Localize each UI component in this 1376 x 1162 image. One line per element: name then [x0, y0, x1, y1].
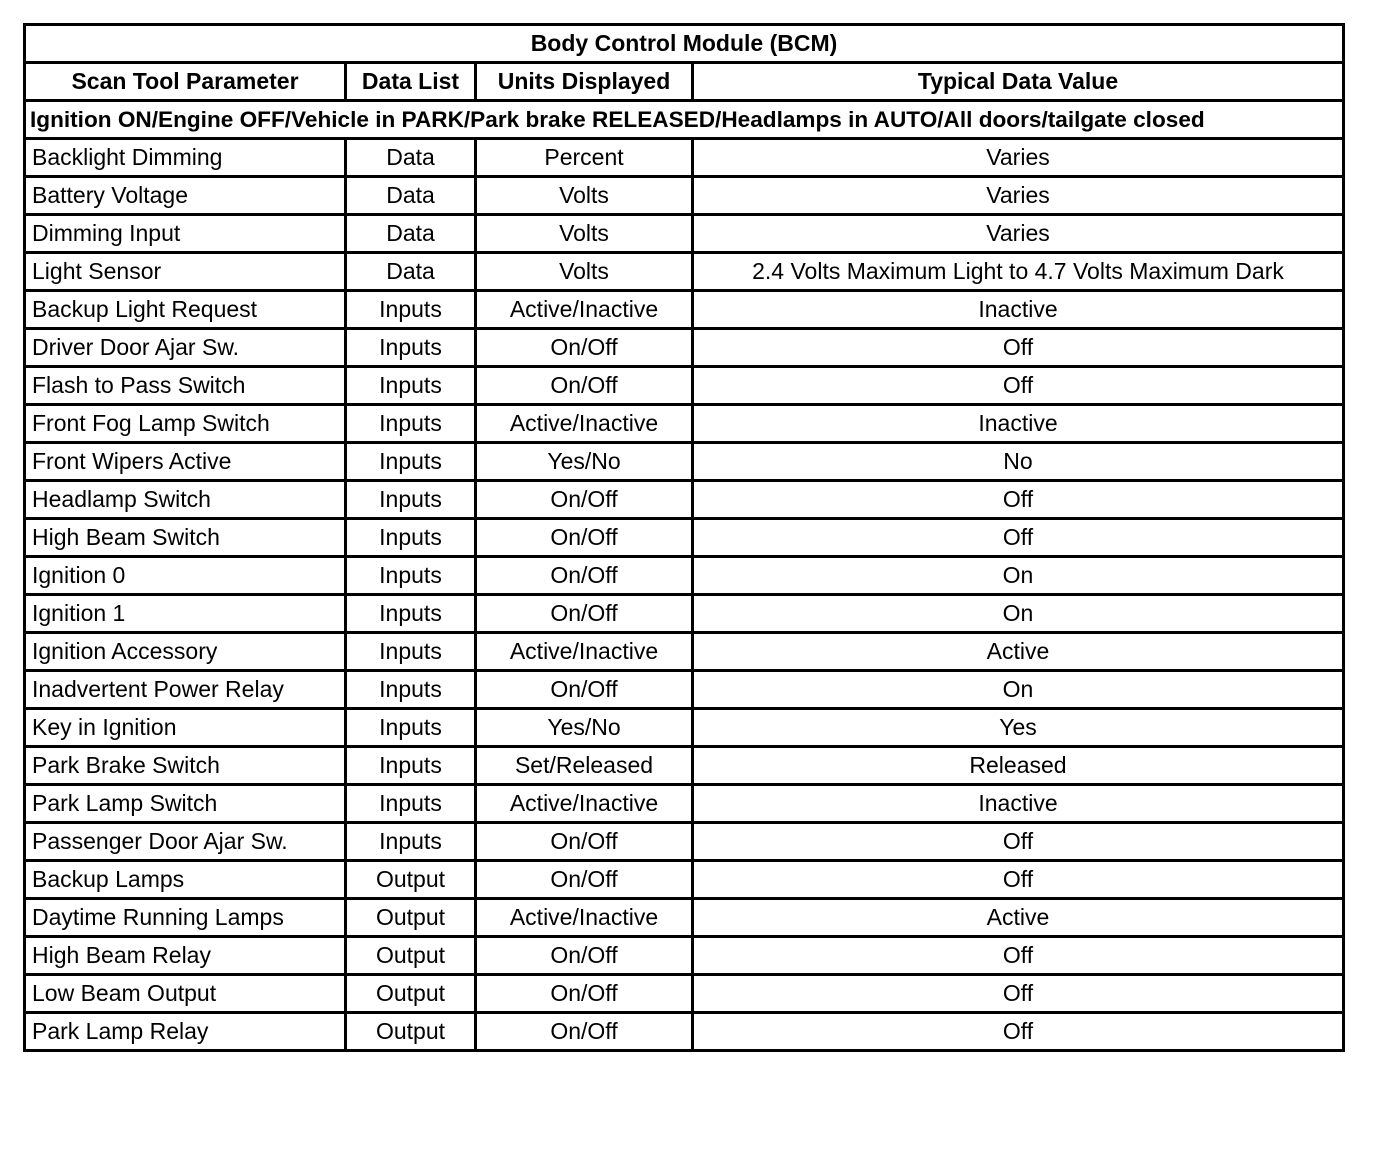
cell-typical-value: Off — [693, 519, 1344, 557]
cell-parameter: Front Fog Lamp Switch — [25, 405, 346, 443]
cell-units: Active/Inactive — [476, 785, 693, 823]
cell-data-list: Inputs — [346, 557, 476, 595]
cell-data-list: Inputs — [346, 367, 476, 405]
cell-parameter: Ignition Accessory — [25, 633, 346, 671]
cell-typical-value: Varies — [693, 215, 1344, 253]
cell-units: Active/Inactive — [476, 291, 693, 329]
table-body — [25, 139, 1344, 1051]
test-condition: Ignition ON/Engine OFF/Vehicle in PARK/Park brake RELEASED/Headlamps in AUTO/All doors/tailgate closed — [25, 101, 1344, 139]
cell-data-list: Inputs — [346, 291, 476, 329]
cell-units: On/Off — [476, 1013, 693, 1051]
cell-units: On/Off — [476, 367, 693, 405]
cell-units: Active/Inactive — [476, 633, 693, 671]
cell-typical-value: Off — [693, 861, 1344, 899]
cell-data-list: Data — [346, 139, 476, 177]
cell-units: Volts — [476, 253, 693, 291]
table-row — [25, 253, 1344, 291]
cell-units: Volts — [476, 215, 693, 253]
cell-parameter: Backup Lamps — [25, 861, 346, 899]
table-row — [25, 747, 1344, 785]
cell-data-list: Inputs — [346, 823, 476, 861]
cell-parameter: Backlight Dimming — [25, 139, 346, 177]
cell-typical-value: Released — [693, 747, 1344, 785]
table-row — [25, 329, 1344, 367]
cell-data-list: Inputs — [346, 329, 476, 367]
cell-parameter: Flash to Pass Switch — [25, 367, 346, 405]
cell-parameter: Park Lamp Relay — [25, 1013, 346, 1051]
cell-data-list: Inputs — [346, 405, 476, 443]
cell-typical-value: 2.4 Volts Maximum Light to 4.7 Volts Maximum Dark — [693, 253, 1344, 291]
cell-typical-value: Off — [693, 367, 1344, 405]
cell-typical-value: Yes — [693, 709, 1344, 747]
cell-parameter: High Beam Relay — [25, 937, 346, 975]
table-row — [25, 975, 1344, 1013]
table-row — [25, 671, 1344, 709]
cell-data-list: Output — [346, 1013, 476, 1051]
cell-parameter: Dimming Input — [25, 215, 346, 253]
condition-row — [25, 101, 1344, 139]
cell-data-list: Inputs — [346, 785, 476, 823]
cell-typical-value: Off — [693, 1013, 1344, 1051]
cell-parameter: Ignition 0 — [25, 557, 346, 595]
table-row — [25, 367, 1344, 405]
cell-typical-value: Active — [693, 633, 1344, 671]
cell-units: Set/Released — [476, 747, 693, 785]
cell-data-list: Inputs — [346, 633, 476, 671]
cell-data-list: Inputs — [346, 595, 476, 633]
cell-units: On/Off — [476, 975, 693, 1013]
cell-parameter: Driver Door Ajar Sw. — [25, 329, 346, 367]
cell-data-list: Output — [346, 937, 476, 975]
table-row — [25, 595, 1344, 633]
table-row — [25, 861, 1344, 899]
cell-typical-value: Inactive — [693, 785, 1344, 823]
cell-typical-value: Off — [693, 329, 1344, 367]
cell-parameter: High Beam Switch — [25, 519, 346, 557]
cell-data-list: Inputs — [346, 443, 476, 481]
cell-parameter: Key in Ignition — [25, 709, 346, 747]
table-row — [25, 785, 1344, 823]
bcm-data-table — [23, 23, 1345, 1052]
table-row — [25, 291, 1344, 329]
cell-data-list: Inputs — [346, 747, 476, 785]
cell-units: On/Off — [476, 481, 693, 519]
cell-parameter: Ignition 1 — [25, 595, 346, 633]
cell-parameter: Headlamp Switch — [25, 481, 346, 519]
table-row — [25, 899, 1344, 937]
header-row — [25, 63, 1344, 101]
cell-typical-value: Active — [693, 899, 1344, 937]
cell-units: Active/Inactive — [476, 405, 693, 443]
table-row — [25, 443, 1344, 481]
cell-parameter: Backup Light Request — [25, 291, 346, 329]
cell-units: On/Off — [476, 937, 693, 975]
cell-data-list: Output — [346, 899, 476, 937]
cell-typical-value: Varies — [693, 139, 1344, 177]
cell-typical-value: On — [693, 557, 1344, 595]
cell-data-list: Output — [346, 861, 476, 899]
cell-typical-value: No — [693, 443, 1344, 481]
title-row — [25, 25, 1344, 63]
cell-parameter: Low Beam Output — [25, 975, 346, 1013]
cell-data-list: Output — [346, 975, 476, 1013]
table-row — [25, 937, 1344, 975]
cell-typical-value: Inactive — [693, 405, 1344, 443]
cell-units: On/Off — [476, 557, 693, 595]
cell-parameter: Park Lamp Switch — [25, 785, 346, 823]
cell-typical-value: Varies — [693, 177, 1344, 215]
cell-data-list: Data — [346, 177, 476, 215]
cell-typical-value: On — [693, 671, 1344, 709]
table-title: Body Control Module (BCM) — [25, 25, 1344, 63]
table-row — [25, 709, 1344, 747]
cell-units: Active/Inactive — [476, 899, 693, 937]
cell-typical-value: Inactive — [693, 291, 1344, 329]
header-parameter: Scan Tool Parameter — [25, 63, 346, 101]
table-row — [25, 481, 1344, 519]
cell-units: On/Off — [476, 595, 693, 633]
cell-data-list: Inputs — [346, 709, 476, 747]
cell-typical-value: Off — [693, 975, 1344, 1013]
cell-typical-value: Off — [693, 481, 1344, 519]
cell-units: Volts — [476, 177, 693, 215]
cell-typical-value: On — [693, 595, 1344, 633]
cell-parameter: Daytime Running Lamps — [25, 899, 346, 937]
cell-parameter: Park Brake Switch — [25, 747, 346, 785]
table-row — [25, 519, 1344, 557]
table-row — [25, 633, 1344, 671]
table-row — [25, 139, 1344, 177]
table-row — [25, 177, 1344, 215]
table-row — [25, 557, 1344, 595]
cell-units: Percent — [476, 139, 693, 177]
cell-data-list: Inputs — [346, 481, 476, 519]
cell-typical-value: Off — [693, 823, 1344, 861]
cell-typical-value: Off — [693, 937, 1344, 975]
cell-parameter: Passenger Door Ajar Sw. — [25, 823, 346, 861]
cell-units: On/Off — [476, 861, 693, 899]
cell-units: Yes/No — [476, 443, 693, 481]
cell-data-list: Inputs — [346, 519, 476, 557]
header-data-list: Data List — [346, 63, 476, 101]
cell-data-list: Inputs — [346, 671, 476, 709]
cell-data-list: Data — [346, 253, 476, 291]
cell-units: On/Off — [476, 823, 693, 861]
header-units: Units Displayed — [476, 63, 693, 101]
table-row — [25, 215, 1344, 253]
cell-units: On/Off — [476, 519, 693, 557]
cell-data-list: Data — [346, 215, 476, 253]
header-typical-value: Typical Data Value — [693, 63, 1344, 101]
cell-parameter: Light Sensor — [25, 253, 346, 291]
table-row — [25, 823, 1344, 861]
cell-units: Yes/No — [476, 709, 693, 747]
cell-units: On/Off — [476, 329, 693, 367]
table-row — [25, 405, 1344, 443]
cell-units: On/Off — [476, 671, 693, 709]
cell-parameter: Front Wipers Active — [25, 443, 346, 481]
table-row — [25, 1013, 1344, 1051]
cell-parameter: Inadvertent Power Relay — [25, 671, 346, 709]
cell-parameter: Battery Voltage — [25, 177, 346, 215]
